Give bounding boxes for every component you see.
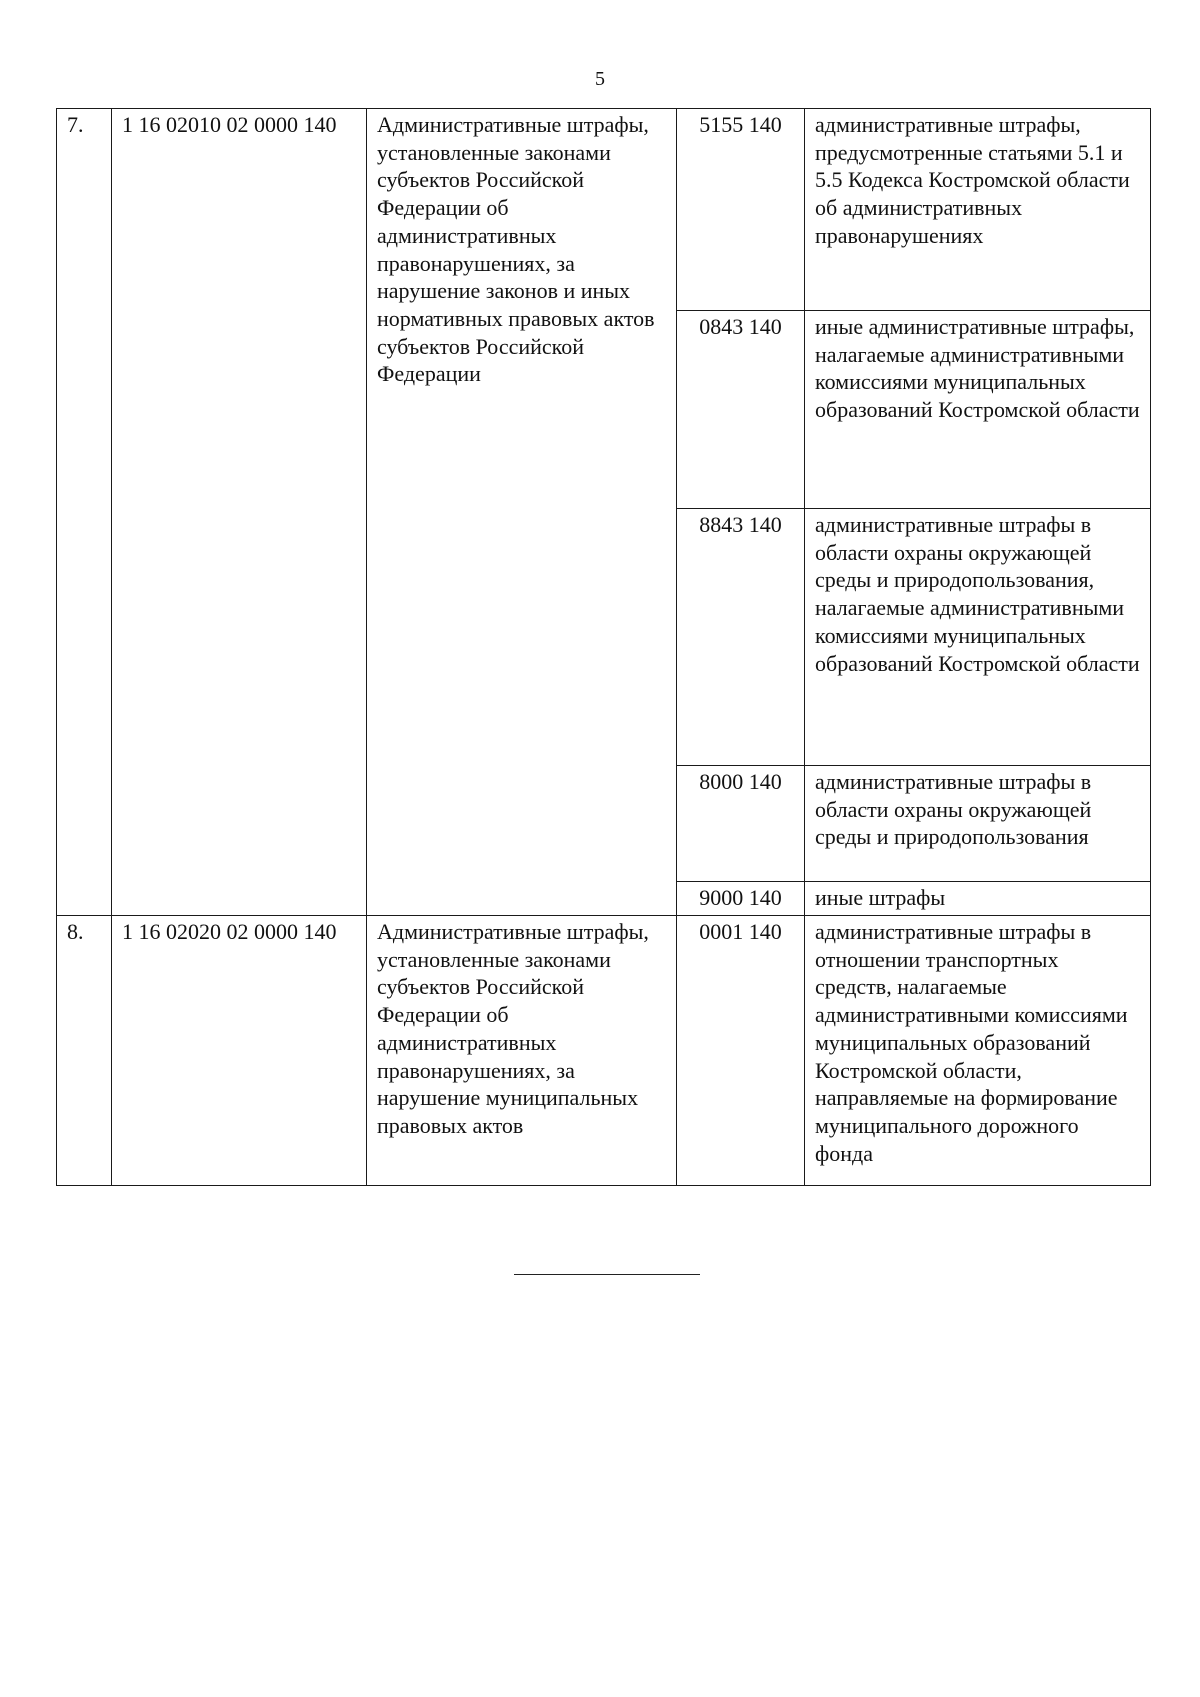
end-of-document-rule [514, 1274, 700, 1275]
table-row [57, 916, 1151, 1186]
revenue-codes-table [56, 108, 1151, 1186]
budget-code: 1 16 02010 02 0000 140 [112, 109, 367, 916]
subitem-code: 8000 140 [677, 766, 805, 882]
row-description: Административные штрафы, установленные законами субъектов Российской Федерации об административных правонарушениях, за нарушение законов и иных нормативных правовых актов субъектов Российской Федерации [367, 109, 677, 916]
subitem-description: административные штрафы, предусмотренные статьями 5.1 и 5.5 Кодекса Костромской области об административных правонарушениях [805, 109, 1151, 311]
page-number: 5 [595, 68, 605, 90]
subitem-description: иные административные штрафы, налагаемые административными комиссиями муниципальных образований Костромской области [805, 311, 1151, 509]
subitem-code: 0001 140 [677, 916, 805, 1186]
subitem-description: иные штрафы [805, 882, 1151, 916]
table-row [57, 109, 1151, 311]
subitem-description: административные штрафы в отношении транспортных средств, налагаемые административными комиссиями муниципальных образований Костромской области, направляемые на формирование муниципального дорожного фонда [805, 916, 1151, 1186]
row-number: 7. [57, 109, 112, 916]
subitem-description: административные штрафы в области охраны окружающей среды и природопользования [805, 766, 1151, 882]
row-description: Административные штрафы, установленные законами субъектов Российской Федерации об административных правонарушениях, за нарушение муниципальных правовых актов [367, 916, 677, 1186]
subitem-code: 0843 140 [677, 311, 805, 509]
subitem-code: 9000 140 [677, 882, 805, 916]
row-number: 8. [57, 916, 112, 1186]
budget-code: 1 16 02020 02 0000 140 [112, 916, 367, 1186]
subitem-code: 8843 140 [677, 509, 805, 766]
subitem-description: административные штрафы в области охраны окружающей среды и природопользования, налагаемые административными комиссиями муниципальных образований Костромской области [805, 509, 1151, 766]
subitem-code: 5155 140 [677, 109, 805, 311]
